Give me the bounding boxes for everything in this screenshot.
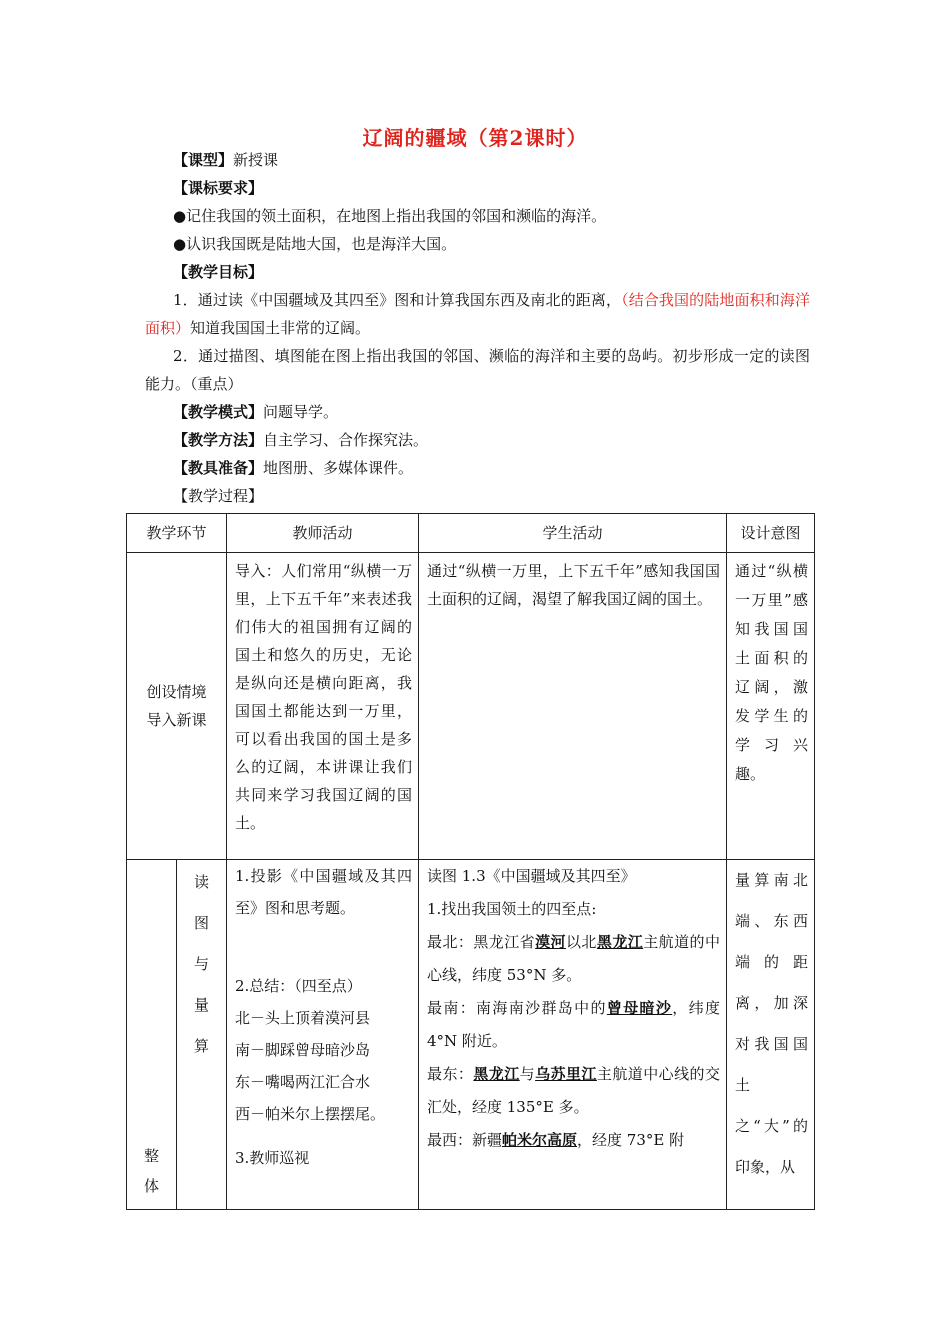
standard-item: ●认识我国既是陆地大国，也是海洋大国。 [173,235,457,253]
stage-outer-cell: 整 体 [127,860,177,1210]
process-heading: 【教学过程】 [173,487,264,505]
teaching-mode: 【教学模式】问题导学。 [173,403,339,421]
lesson-table [126,513,815,1210]
header-intent: 设计意图 [727,514,815,553]
lesson-type: 【课型】新授课 [173,151,279,169]
header-student: 学生活动 [419,514,727,553]
goal-1-highlight: （结合我国的陆地面积和海洋面积） [145,291,810,337]
teaching-tools: 【教具准备】地图册、多媒体课件。 [173,459,414,477]
student-cell: 读图 1.3《中国疆域及其四至》 1.找出我国领土的四至点: 最北：黑龙江省漠河以北黑龙江主航道的中心线，纬度 53°N 多。 最南：南海南沙群岛中的曾母暗沙，纬度 4°N 附近。 最东：黑龙江与乌苏里江主航道中心线的交汇处，经度 135°E 多。 最西：新疆帕米尔高原，经度 73°E 附 [419,860,727,1210]
goal-2: 2．通过描图、填图能在图上指出我国的邻国、濒临的海洋和主要的岛屿。初步形成一定的读图能力。（重点） [145,347,810,393]
stage-inner-cell: 读 图 与 量 算 [177,860,227,1210]
table-header-row [127,514,815,553]
goal-1: 1．通过读《中国疆域及其四至》图和计算我国东西及南北的距离，（结合我国的陆地面积和海洋面积）知道我国国土非常的辽阔。 [145,291,810,337]
intent-cell: 通过“纵横一万里”感知我国国土面积的辽阔，激发学生的学习兴趣。 [727,553,815,860]
student-cell: 通过“纵横一万里，上下五千年”感知我国国土面积的辽阔，渴望了解我国辽阔的国土。 [419,553,727,860]
standards-heading: 【课标要求】 [173,179,264,197]
table-row [127,553,815,860]
stage-cell: 创设情境导入新课 [127,553,227,860]
intent-cell: 量算南北端、东西端的距离，加深对我国国土之“大”的印象，从 [727,860,815,1210]
goals-heading: 【教学目标】 [173,263,264,281]
table-row [127,860,815,1210]
teaching-method: 【教学方法】自主学习、合作探究法。 [173,431,429,449]
page-title: 辽阔的疆域（第2课时） [362,126,588,150]
teacher-cell: 1.投影《中国疆域及其四至》图和思考题。 2.总结：（四至点） 北－头上顶着漠河县 南－脚踩曾母暗沙岛 东－嘴喝两江汇合水 西－帕米尔上摆摆尾。 3.教师巡视 [227,860,419,1210]
header-teacher: 教师活动 [227,514,419,553]
teacher-cell: 导入：人们常用“纵横一万里，上下五千年”来表述我们伟大的祖国拥有辽阔的国土和悠久的历史，无论是纵向还是横向距离，我国国土都能达到一万里，可以看出我国的国土是多么的辽阔，本讲课让我们共同来学习我国辽阔的国土。 [227,553,419,860]
header-stage: 教学环节 [127,514,227,553]
standard-item: ●记住我国的领土面积，在地图上指出我国的邻国和濒临的海洋。 [173,207,607,225]
